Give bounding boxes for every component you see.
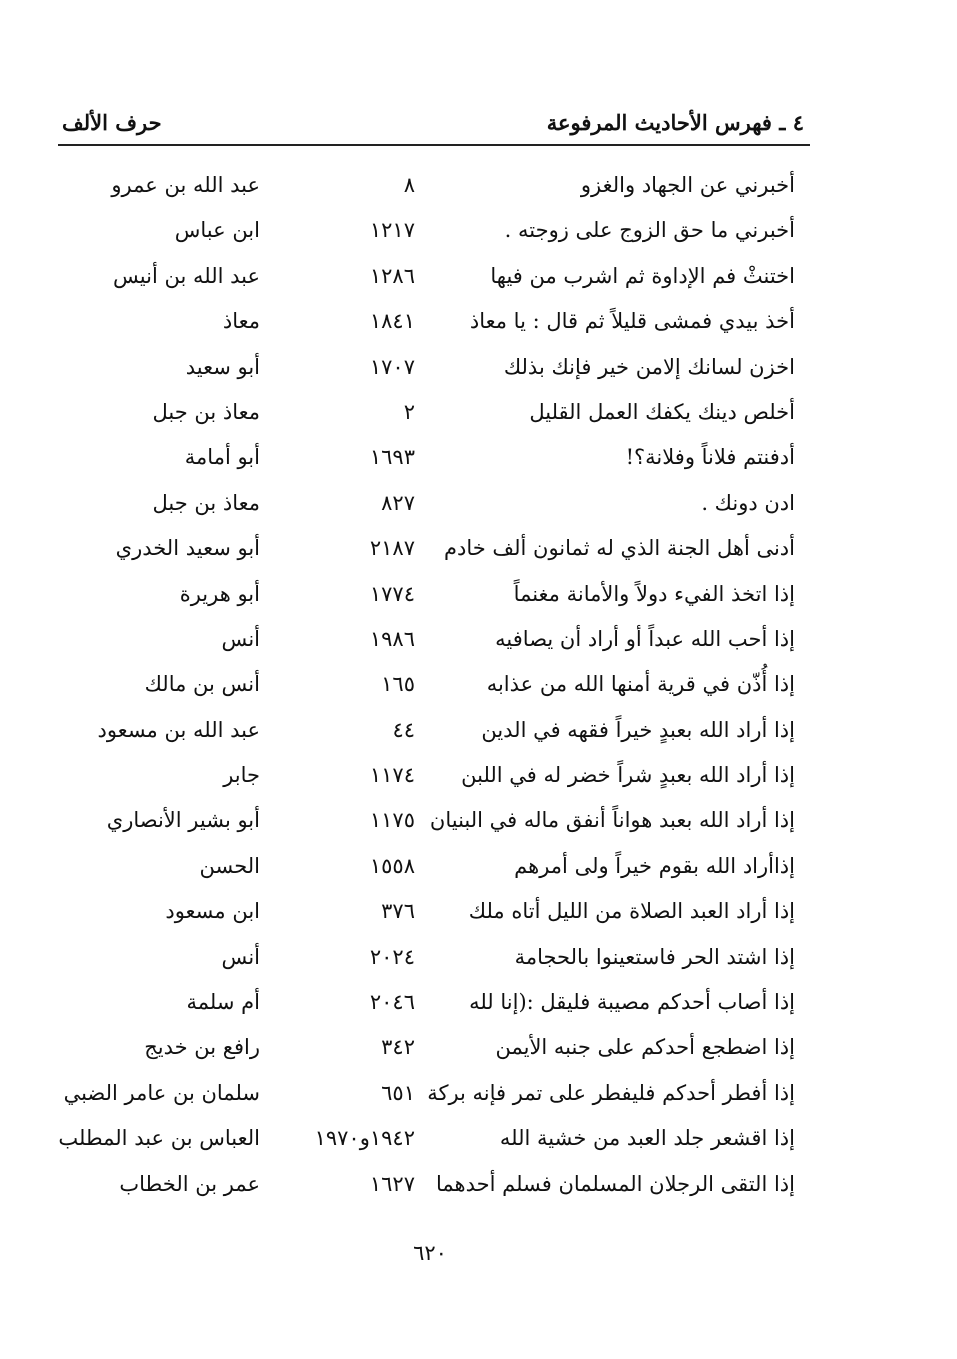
hadith-text: إذا أراد الله بعبدٍ خيراً فقهه في الدين xyxy=(481,717,795,742)
index-entry xyxy=(40,527,800,572)
hadith-number: ٦٥١ xyxy=(381,1080,415,1105)
hadith-text: ادن دونك . xyxy=(701,490,795,515)
narrator: أبو بشير الأنصاري xyxy=(106,808,260,833)
hadith-number: ١٧٧٤ xyxy=(369,581,415,606)
index-entry xyxy=(40,709,800,754)
index-entry xyxy=(40,1026,800,1071)
hadith-text: إذا اقشعر جلد العبد من خشية الله xyxy=(499,1126,795,1151)
index-entry xyxy=(40,300,800,345)
index-entry xyxy=(40,1163,800,1208)
index-entry xyxy=(40,482,800,527)
hadith-number: ٨ xyxy=(403,173,415,197)
hadith-number: ١١٧٤ xyxy=(369,763,415,788)
hadith-text: أدنى أهل الجنة الذي له ثمانون ألف خادم xyxy=(443,536,795,561)
hadith-text: إذا أفطر أحدكم فليفطر على تمر فإنه بركة xyxy=(427,1080,795,1105)
hadith-text: إذا أصاب أحدكم مصيبة فليقل :(إنا لله xyxy=(469,990,795,1015)
hadith-text: إذا أراد العبد الصلاة من الليل أتاه ملك xyxy=(468,899,795,924)
index-entry xyxy=(40,799,800,844)
hadith-index-list xyxy=(40,164,800,1208)
narrator: أبو سعيد الخدري xyxy=(115,536,260,561)
narrator: أنس xyxy=(221,944,260,969)
index-entry xyxy=(40,436,800,481)
hadith-number: ١٦٥ xyxy=(381,672,415,697)
index-entry xyxy=(40,573,800,618)
hadith-number: ١٨٤١ xyxy=(369,309,415,334)
hadith-number: ٢١٨٧ xyxy=(369,536,415,561)
hadith-number: ٢٠٢٤ xyxy=(369,944,415,969)
narrator: رافع بن خديج xyxy=(144,1035,260,1060)
narrator: عمر بن الخطاب xyxy=(119,1171,260,1196)
hadith-number: ٢٠٤٦ xyxy=(369,990,415,1015)
hadith-text: إذا أُذّن في قرية أمنها الله من عذابه xyxy=(486,672,795,697)
hadith-text: أخبرني عن الجهاد والغزو xyxy=(580,173,795,197)
hadith-text: اختنثْ فم الإداوة ثم اشرب من فيها xyxy=(490,263,795,288)
hadith-number: ١٢٨٦ xyxy=(369,263,415,288)
narrator: ابن عباس xyxy=(174,218,260,243)
index-entry xyxy=(40,391,800,436)
hadith-number: ١١٧٥ xyxy=(369,808,415,833)
narrator: عبد الله بن مسعود xyxy=(97,717,260,742)
hadith-number: ١٩٨٦ xyxy=(369,626,415,651)
page-header xyxy=(58,108,810,146)
hadith-text: اخزن لسانك إلامن خير فإنك بذلك xyxy=(503,354,795,379)
index-entry xyxy=(40,164,800,209)
narrator: أنس بن مالك xyxy=(144,672,260,697)
index-entry xyxy=(40,1072,800,1117)
hadith-number: ٤٤ xyxy=(392,717,415,742)
hadith-text: إذا أراد الله بعبدٍ شراً خضر له في اللبن xyxy=(461,763,795,788)
hadith-text: إذا اشتد الحر فاستعينوا بالحجامة xyxy=(514,944,795,969)
index-entry xyxy=(40,981,800,1026)
index-entry xyxy=(40,890,800,935)
index-entry xyxy=(40,346,800,391)
hadith-text: أخلص دينك يكفك العمل القليل xyxy=(529,399,795,424)
narrator: أنس xyxy=(221,626,260,651)
hadith-text: أخذ بيدي فمشى قليلاً ثم قال : يا معاذ xyxy=(469,309,795,334)
hadith-text: إذا التقى الرجلان المسلمان فسلم أحدهما xyxy=(435,1171,795,1196)
narrator: ابن مسعود xyxy=(165,899,260,924)
hadith-number: ١٦٩٣ xyxy=(369,445,415,470)
hadith-number: ١٦٢٧ xyxy=(369,1171,415,1196)
hadith-text: أخبرني ما حق الزوج على زوجته . xyxy=(504,218,795,243)
narrator: معاذ xyxy=(222,309,260,334)
hadith-number: ١٢١٧ xyxy=(369,218,415,243)
narrator: الحسن xyxy=(199,853,260,878)
index-entry xyxy=(40,936,800,981)
narrator: أبو سعيد xyxy=(185,354,260,379)
index-entry xyxy=(40,663,800,708)
page-number: ٦٢٠ xyxy=(413,1241,447,1265)
hadith-number: ١٥٥٨ xyxy=(369,853,415,878)
narrator: معاذ بن جبل xyxy=(152,490,260,515)
index-entry xyxy=(40,1117,800,1162)
hadith-text: إذا اتخذ الفيء دولاً والأمانة مغنماً xyxy=(513,581,795,606)
narrator: جابر xyxy=(223,763,260,788)
narrator: سلمان بن عامر الضبي xyxy=(63,1080,260,1105)
index-entry xyxy=(40,255,800,300)
hadith-number: ٣٧٦ xyxy=(381,899,415,924)
hadith-number: ٢ xyxy=(403,399,415,424)
index-entry xyxy=(40,618,800,663)
index-entry xyxy=(40,209,800,254)
hadith-text: إذا أحب الله عبداً أو أراد أن يصافيه xyxy=(495,626,795,651)
index-entry xyxy=(40,845,800,890)
hadith-number: ١٧٠٧ xyxy=(369,354,415,379)
narrator: أم سلمة xyxy=(186,990,260,1015)
narrator: عبد الله بن عمرو xyxy=(111,173,260,197)
narrator: أبو هريرة xyxy=(179,581,260,606)
hadith-text: أدفنتم فلاناً وفلانة؟! xyxy=(625,445,795,470)
narrator: عبد الله بن أنيس xyxy=(113,263,260,288)
narrator: أبو أمامة xyxy=(184,445,260,470)
section-title: ٤ ـ فهرس الأحاديث المرفوعة xyxy=(546,110,804,135)
hadith-text: إذاأراد الله بقوم خيراً ولى أمرهم xyxy=(514,853,795,878)
hadith-number: ٨٢٧ xyxy=(381,490,415,515)
index-entry xyxy=(40,754,800,799)
hadith-number: ٣٤٢ xyxy=(381,1035,415,1060)
hadith-number: ١٩٤٢و١٩٧٠ xyxy=(314,1126,415,1151)
hadith-text: إذا اضطجع أحدكم على جنبه الأيمن xyxy=(495,1035,795,1060)
letter-title: حرف الألف xyxy=(62,110,162,135)
narrator: معاذ بن جبل xyxy=(152,399,260,424)
narrator: العباس بن عبد المطلب xyxy=(58,1126,260,1151)
hadith-text: إذا أراد الله بعبد هواناً أنفق ماله في البنيان xyxy=(429,808,795,833)
